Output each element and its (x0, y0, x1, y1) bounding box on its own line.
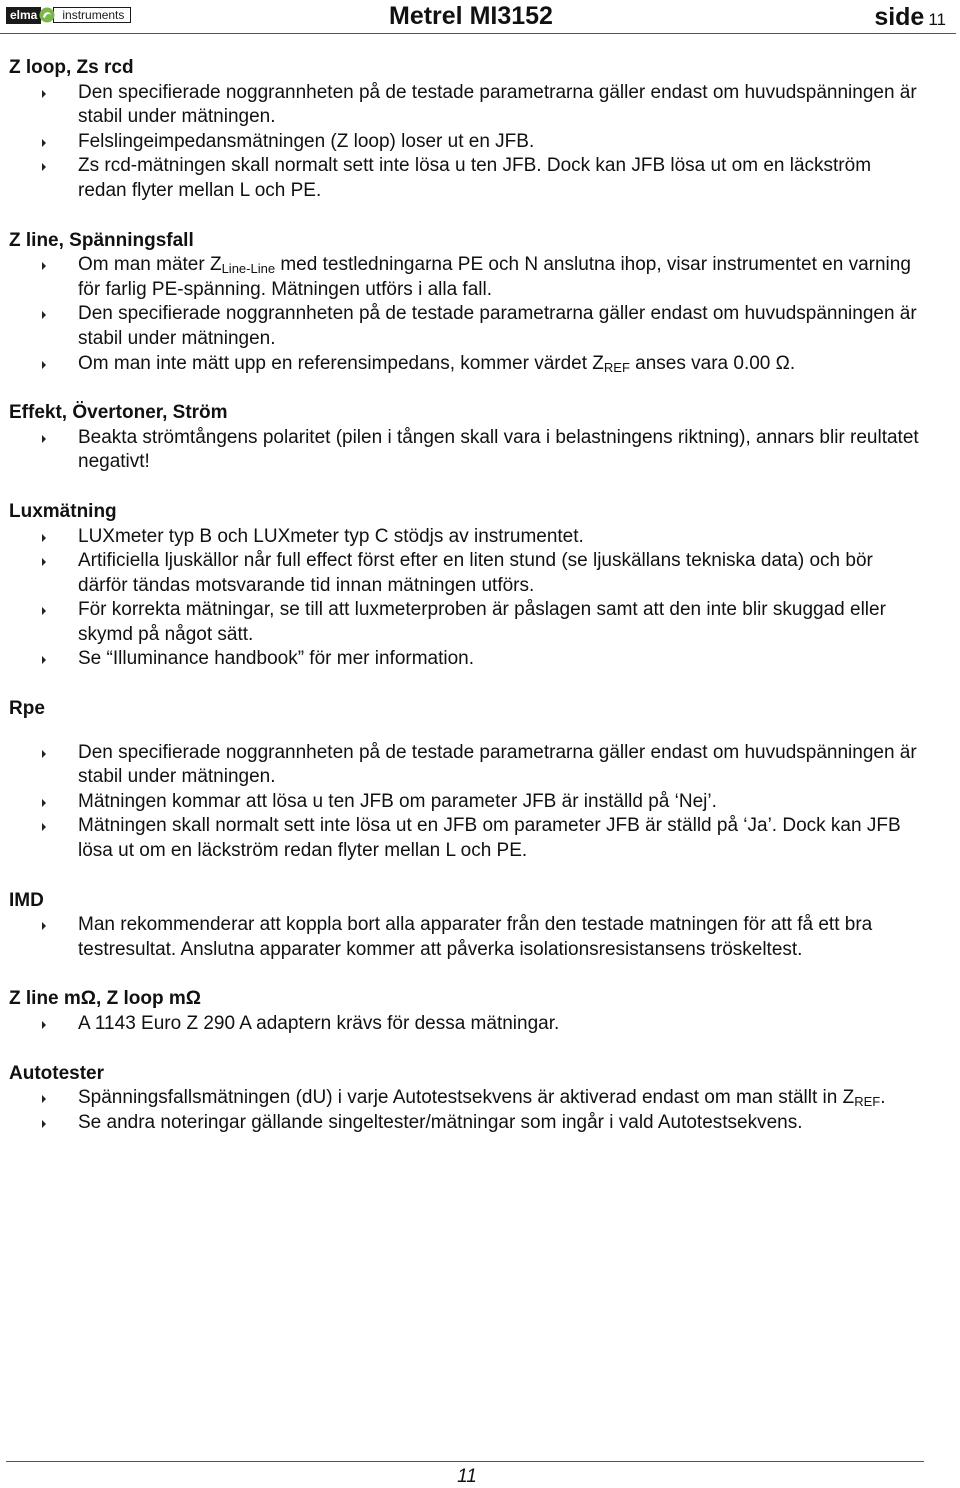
subscript-text: REF (854, 1094, 881, 1110)
section-heading: Rpe (9, 698, 45, 720)
list-item-text: Mätningen kommar att lösa u ten JFB om parameter JFB är inställd på ‘Nej’. (78, 790, 717, 812)
list-item-text: Felslingeimpedansmätningen (Z loop) loser ut en JFB. (78, 130, 535, 152)
bullet-arrow-icon (42, 799, 46, 807)
bullet-arrow-icon (42, 534, 46, 542)
bullet-list (9, 426, 924, 475)
bullet-arrow-icon (42, 90, 46, 98)
bullet-arrow-icon (42, 139, 46, 147)
list-item (9, 253, 924, 302)
footer-divider (6, 1461, 924, 1462)
bullet-arrow-icon (42, 361, 46, 369)
list-item-text: med testledningarna PE och N anslutna ihop, visar instrumentet en varning för farlig PE-spänning. Mätningen utförs i alla fall. (78, 254, 911, 300)
section-imd (9, 889, 924, 963)
document-body (9, 56, 924, 1135)
list-item-text: Om man mäter Z (78, 254, 222, 276)
header-divider (0, 33, 956, 34)
list-item (9, 549, 924, 598)
bullet-list (9, 81, 924, 204)
section-heading: IMD (9, 889, 44, 911)
bullet-arrow-icon (42, 823, 46, 831)
list-item-text: A 1143 Euro Z 290 A adaptern krävs för dessa mätningar. (78, 1013, 560, 1034)
section-heading: Effekt, Övertoner, Ström (9, 402, 228, 424)
section-heading: Z line, Spänningsfall (9, 229, 194, 251)
list-item-text: . (880, 1087, 886, 1109)
section-z-milliohm (9, 987, 924, 1036)
list-item-text: Se “Illuminance handbook” för mer information. (78, 648, 475, 670)
logo-instruments-text: instruments (53, 7, 131, 23)
list-item-text: Den specifierade noggrannheten på de testade parametrarna gäller endast om huvudspänningen är stabil under mätningen. (78, 303, 917, 349)
bullet-arrow-icon (42, 163, 46, 171)
list-item-text: Beakta strömtångens polaritet (pilen i tången skall vara i belastningens riktning), annars blir reultatet negativt! (78, 426, 919, 473)
list-item (9, 647, 924, 672)
section-z-loop (9, 56, 924, 204)
bullet-arrow-icon (42, 435, 46, 443)
document-title: Metrel MI3152 (389, 2, 553, 30)
list-item (9, 1111, 924, 1136)
bullet-arrow-icon (42, 922, 46, 930)
list-item (9, 1012, 924, 1037)
list-item-text: Man rekommenderar att koppla bort alla apparater från den testade matningen för att få ett bra testresultat. Anslutna apparater kommer att påverka isolationsresistansens tröskeltest. (78, 914, 873, 960)
list-item-text: Spänningsfallsmätningen (dU) i varje Autotestsekvens är aktiverad endast om man ställt in Z (78, 1087, 855, 1109)
list-item-text: Artificiella ljuskällor når full effect först efter en liten stund (se ljuskällans tekniska data) och bör därför tändas motsvarande tid innan mätningen utförs. (78, 550, 873, 596)
bullet-list (9, 253, 924, 376)
bullet-arrow-icon (42, 750, 46, 758)
bullet-list (9, 741, 924, 864)
logo-swirl-icon (39, 7, 55, 23)
list-item-text: Se andra noteringar gällande singeltester/mätningar som ingår i vald Autotestsekvens. (78, 1111, 803, 1133)
list-item (9, 1086, 924, 1111)
bullet-list (9, 1012, 924, 1037)
subscript-text: Line-Line (221, 261, 276, 277)
list-item (9, 814, 924, 863)
header-page-word: side (874, 3, 925, 31)
elma-instruments-logo (6, 6, 131, 24)
list-item (9, 426, 924, 475)
list-item (9, 302, 924, 351)
list-item (9, 741, 924, 790)
list-item-text: Den specifierade noggrannheten på de testade parametrarna gäller endast om huvudspänningen är stabil under mätningen. (78, 81, 917, 128)
logo-elma-text: elma (6, 7, 41, 24)
section-heading: Autotester (9, 1062, 105, 1084)
list-item-text: anses vara 0.00 Ω. (629, 352, 796, 374)
bullet-arrow-icon (42, 607, 46, 615)
bullet-arrow-icon (42, 656, 46, 664)
bullet-arrow-icon (42, 311, 46, 319)
list-item (9, 81, 924, 130)
list-item-text: Zs rcd-mätningen skall normalt sett inte lösa u ten JFB. Dock kan JFB lösa ut om en läckström redan flyter mellan L och PE. (78, 155, 872, 201)
list-item (9, 790, 924, 815)
list-item-text: LUXmeter typ B och LUXmeter typ C stödjs av instrumentet. (78, 525, 584, 547)
list-item (9, 154, 924, 203)
bullet-arrow-icon (42, 558, 46, 566)
section-z-line (9, 229, 924, 377)
bullet-arrow-icon (42, 1095, 46, 1103)
header-page-label (874, 3, 946, 32)
list-item-text: Om man inte mätt upp en referensimpedans, kommer värdet Z (78, 352, 604, 374)
list-item (9, 130, 924, 155)
subscript-text: REF (603, 359, 630, 375)
section-effekt (9, 401, 924, 475)
section-autotester (9, 1062, 924, 1136)
section-luxmatning (9, 500, 924, 672)
section-rpe (9, 697, 924, 864)
section-heading: Z line mΩ, Z loop mΩ (9, 988, 201, 1010)
list-item-text: För korrekta mätningar, se till att luxmeterproben är påslagen samt att den inte blir skuggad eller skymd på något sätt. (78, 599, 886, 645)
bullet-list (9, 525, 924, 673)
list-item-text: Den specifierade noggrannheten på de testade parametrarna gäller endast om huvudspänningen är stabil under mätningen. (78, 741, 917, 788)
page-header (0, 0, 960, 34)
list-item-text: Mätningen skall normalt sett inte lösa ut en JFB om parameter JFB är ställd på ‘Ja’. Dock kan JFB lösa ut om en läckström redan flyter mellan L och PE. (78, 815, 901, 862)
bullet-arrow-icon (42, 1021, 46, 1029)
footer-page-number: 11 (457, 1466, 477, 1487)
bullet-list (9, 1086, 924, 1135)
list-item (9, 913, 924, 962)
section-heading: Luxmätning (9, 500, 117, 522)
bullet-arrow-icon (42, 1120, 46, 1128)
bullet-arrow-icon (42, 262, 46, 270)
list-item (9, 598, 924, 647)
section-heading: Z loop, Zs rcd (9, 57, 134, 78)
bullet-list (9, 913, 924, 962)
list-item (9, 525, 924, 550)
header-page-number: 11 (928, 10, 946, 29)
list-item (9, 352, 924, 377)
